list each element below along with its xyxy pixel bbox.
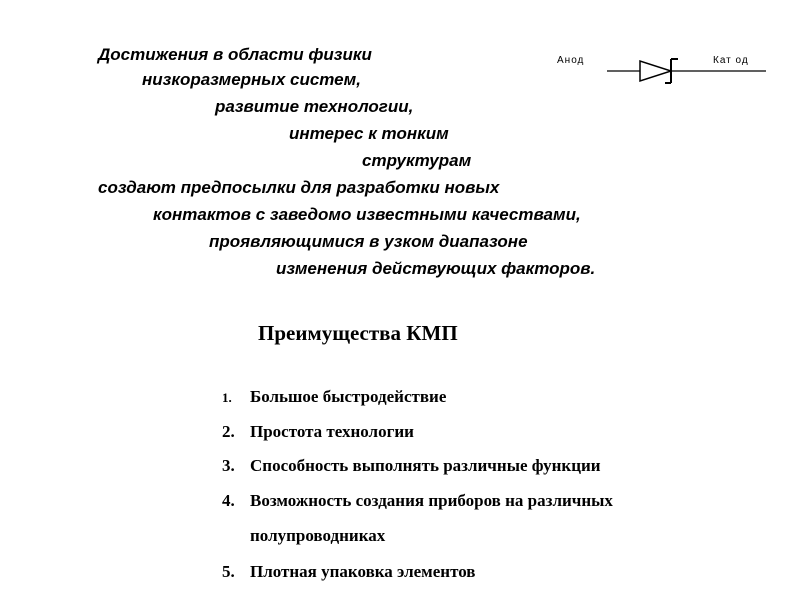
intro-line-2: низкоразмерных систем, [142, 70, 361, 89]
advantage-item-4-continuation: полупроводниках [250, 526, 386, 545]
advantage-item-5 [222, 561, 475, 583]
intro-line-1: Достижения в области физики [98, 45, 372, 64]
advantage-item-2 [222, 421, 414, 443]
advantage-text: Простота технологии [250, 422, 414, 441]
advantage-item-1 [222, 386, 446, 409]
intro-line-9: изменения действующих факторов. [276, 259, 596, 278]
advantage-item-3 [222, 455, 601, 477]
intro-line-7: контактов с заведомо известными качествами, [153, 205, 581, 224]
intro-line-5: структурам [362, 151, 472, 170]
anode-label: Анод [557, 55, 585, 66]
advantage-number: 4. [222, 491, 235, 510]
advantage-number: 5. [222, 562, 235, 581]
advantage-text: Способность выполнять различные функции [250, 456, 601, 475]
intro-line-4: интерес к тонким [289, 124, 449, 143]
advantage-item-4 [222, 490, 613, 512]
advantage-text: Возможность создания приборов на различных [250, 491, 613, 510]
advantage-text: Большое быстродействие [250, 387, 447, 406]
diode-figure [555, 52, 770, 88]
cathode-label: Кат од [713, 55, 749, 66]
intro-line-6: создают предпосылки для разработки новых [98, 178, 500, 197]
advantage-number: 3. [222, 456, 235, 475]
intro-line-3: развитие технологии, [215, 97, 414, 116]
schottky-diode-icon [555, 52, 770, 88]
advantage-number: 2. [222, 422, 235, 441]
advantage-text: Плотная упаковка элементов [250, 562, 476, 581]
intro-line-8: проявляющимися в узком диапазоне [209, 232, 528, 251]
advantages-title: Преимущества КМП [258, 321, 458, 345]
advantage-number: 1. [222, 390, 232, 405]
